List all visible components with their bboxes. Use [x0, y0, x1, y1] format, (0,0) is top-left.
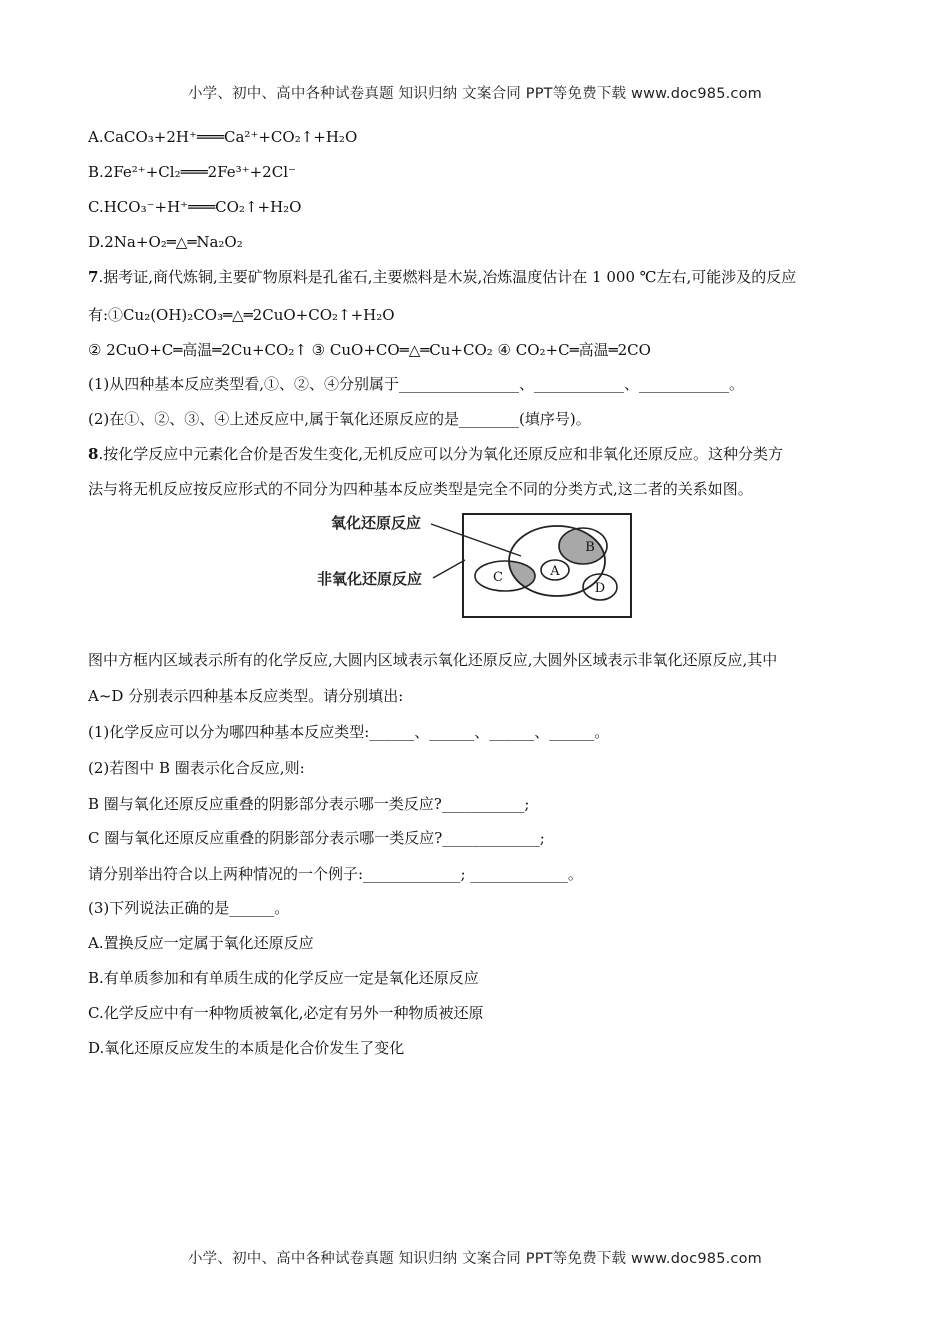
question-7-reactions-2-4: ② 2CuO+C═高温═2Cu+CO₂↑ ③ CuO+CO═△═Cu+CO₂ ④ CO₂+C═高温═2CO [88, 341, 651, 359]
question-8-part-2-examples: 请分别举出符合以上两种情况的一个例子:_____________; _____________。 [88, 865, 583, 883]
page-header: 小学、初中、高中各种试卷真题 知识归纳 文案合同 PPT等免费下载 www.doc985.com [187, 86, 763, 102]
circle-b-label: B [585, 540, 595, 555]
page-footer: 小学、初中、高中各种试卷真题 知识归纳 文案合同 PPT等免费下载 www.doc985.com [187, 1251, 763, 1267]
question-8-desc-1: 图中方框内区域表示所有的化学反应,大圆内区域表示氧化还原反应,大圆外区域表示非氧化还原反应,其中 [88, 651, 778, 669]
option-c: C.HCO₃⁻+H⁺═══CO₂↑+H₂O [88, 198, 302, 216]
option-d: D.2Na+O₂═△═Na₂O₂ [88, 233, 243, 251]
question-7-part-2: (2)在①、②、③、④上述反应中,属于氧化还原反应的是________(填序号)。 [88, 410, 591, 428]
question-8-option-d: D.氧化还原反应发生的本质是化合价发生了变化 [88, 1039, 405, 1057]
circle-c-label: C [493, 570, 503, 585]
question-8-part-1: (1)化学反应可以分为哪四种基本反应类型:______、______、______、______。 [88, 723, 610, 741]
question-7-intro [88, 267, 796, 287]
venn-diagram-svg [315, 508, 635, 620]
leader-line-nonredox [433, 560, 465, 578]
question-8-part-2: (2)若图中 B 圈表示化合反应,则: [88, 759, 305, 777]
leader-line-redox [431, 524, 521, 556]
question-8-part-2-c: C 圈与氧化还原反应重叠的阴影部分表示哪一类反应?_____________; [88, 829, 545, 847]
label-nonredox: 非氧化还原反应 [317, 570, 423, 588]
label-redox: 氧化还原反应 [331, 514, 422, 532]
venn-diagram [315, 508, 635, 620]
question-8-text: .按化学反应中元素化合价是否发生变化,无机反应可以分为氧化还原反应和非氧化还原反应。这种分类方 [98, 445, 783, 463]
question-8-desc-2: A~D 分别表示四种基本反应类型。请分别填出: [88, 687, 404, 705]
circle-a-label: A [550, 564, 560, 579]
question-8-option-b: B.有单质参加和有单质生成的化学反应一定是氧化还原反应 [88, 969, 479, 987]
option-a: A.CaCO₃+2H⁺═══Ca²⁺+CO₂↑+H₂O [88, 128, 358, 146]
question-8-intro-2: 法与将无机反应按反应形式的不同分为四种基本反应类型是完全不同的分类方式,这二者的关系如图。 [88, 480, 753, 498]
question-8-option-a: A.置换反应一定属于氧化还原反应 [88, 934, 314, 952]
question-8-part-3: (3)下列说法正确的是______。 [88, 899, 290, 917]
question-8-option-c: C.化学反应中有一种物质被氧化,必定有另外一种物质被还原 [88, 1004, 484, 1022]
question-7-part-1: (1)从四种基本反应类型看,①、②、④分别属于________________、____________、____________。 [88, 375, 745, 393]
question-8-part-2-b: B 圈与氧化还原反应重叠的阴影部分表示哪一类反应?___________; [88, 795, 530, 813]
question-7-number: 7 [88, 268, 99, 286]
question-7-reaction-1: 有:①Cu₂(OH)₂CO₃═△═2CuO+CO₂↑+H₂O [88, 306, 395, 324]
question-7-text: .据考证,商代炼铜,主要矿物原料是孔雀石,主要燃料是木炭,冶炼温度估计在 1 000 ℃左右,可能涉及的反应 [98, 268, 797, 286]
option-b: B.2Fe²⁺+Cl₂═══2Fe³⁺+2Cl⁻ [88, 163, 296, 181]
question-8-intro-1 [88, 444, 783, 464]
circle-d-label: D [594, 581, 606, 596]
question-8-number: 8 [88, 445, 99, 463]
all-reactions-box [463, 514, 631, 617]
